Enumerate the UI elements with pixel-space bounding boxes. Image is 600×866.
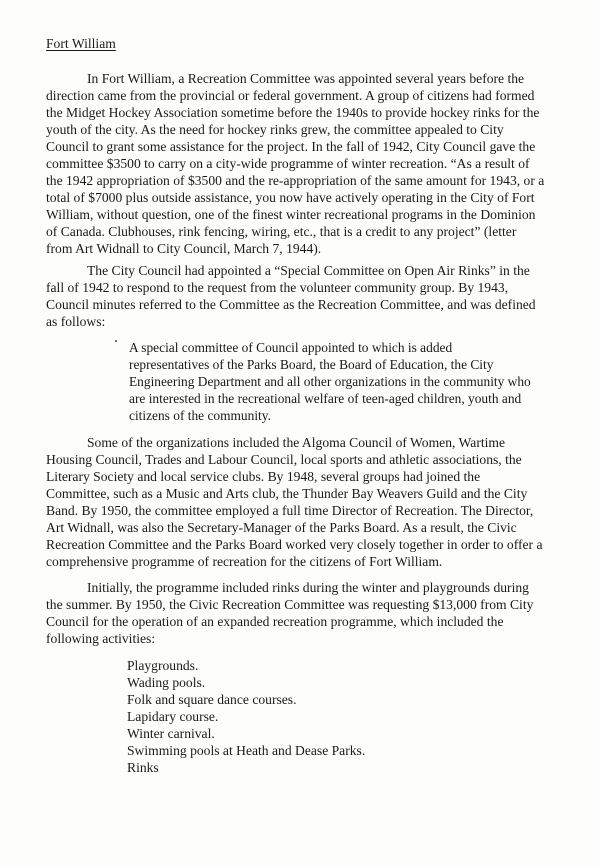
stray-mark [115,340,117,342]
paragraph-special-committee: The City Council had appointed a “Special Committee on Open Air Rinks” in the fall of 1942 to respond to the request from the volunteer community group. By 1943, Council minutes referred to the Committee as the Recreation Committee, and was defined as follows: [46,263,536,329]
list-item: Lapidary course. [127,709,219,724]
paragraph-intro: In Fort William, a Recreation Committee was appointed several years before the direction came from the provincial or federal government. A group of citizens had formed the Midget Hockey Association sometime before the 1940s to provide hockey rinks for the youth of the city. As the need for hockey rinks grew, the committee appealed to City Council to grant some assistance for the project. In the fall of 1942, City Council gave the committee $3500 to carry on a city-wide programme of winter recreation. “As a result of the 1942 appropriation of $3500 and the re-appropriation of the same amount for 1943, or a total of $7000 plus outside assistance, you now have actively operating in the City of Fort William, without question, one of the finest winter recreational programs in the Dominion of Canada. Clubhouses, rink fencing, wiring, etc., that is a credit to any project” (letter from Art Widnall to City Council, March 7, 1944). [46,71,545,256]
list-item: Winter carnival. [127,726,215,741]
list-item: Playgrounds. [127,658,199,673]
section-heading: Fort William [46,36,116,51]
list-item: Wading pools. [127,675,206,690]
paragraph-programme: Initially, the programme included rinks during the winter and playgrounds during the summer. By 1950, the Civic Recreation Committee was requesting $13,000 from City Council for the operation of an expanded recreation programme, which included the following activities: [46,580,534,646]
activities-list [127,657,365,776]
list-item: Rinks [127,760,159,775]
list-item: Swimming pools at Heath and Dease Parks. [127,743,366,758]
paragraph-organizations: Some of the organizations included the Algoma Council of Women, Wartime Housing Council, Trades and Labour Council, local sports and athletic associations, the Literary Society and local service clubs. By 1948, several groups had joined the Committee, such as a Music and Arts club, the Thunder Bay Weavers Guild and the City Band. By 1950, the committee employed a full time Director of Recreation. The Director, Art Widnall, was also the Secretary-Manager of the Parks Board. As a result, the Civic Recreation Committee and the Parks Board worked very closely together in order to offer a comprehensive programme of recreation for the citizens of Fort William. [46,435,543,569]
block-quote-definition: A special committee of Council appointed to which is added representatives of the Parks Board, the Board of Education, the City Engineering Department and all other organizations in the community who are interested in the recreational welfare of teen-aged children, youth and citizens of the community. [129,340,531,423]
list-item: Folk and square dance courses. [127,692,297,707]
